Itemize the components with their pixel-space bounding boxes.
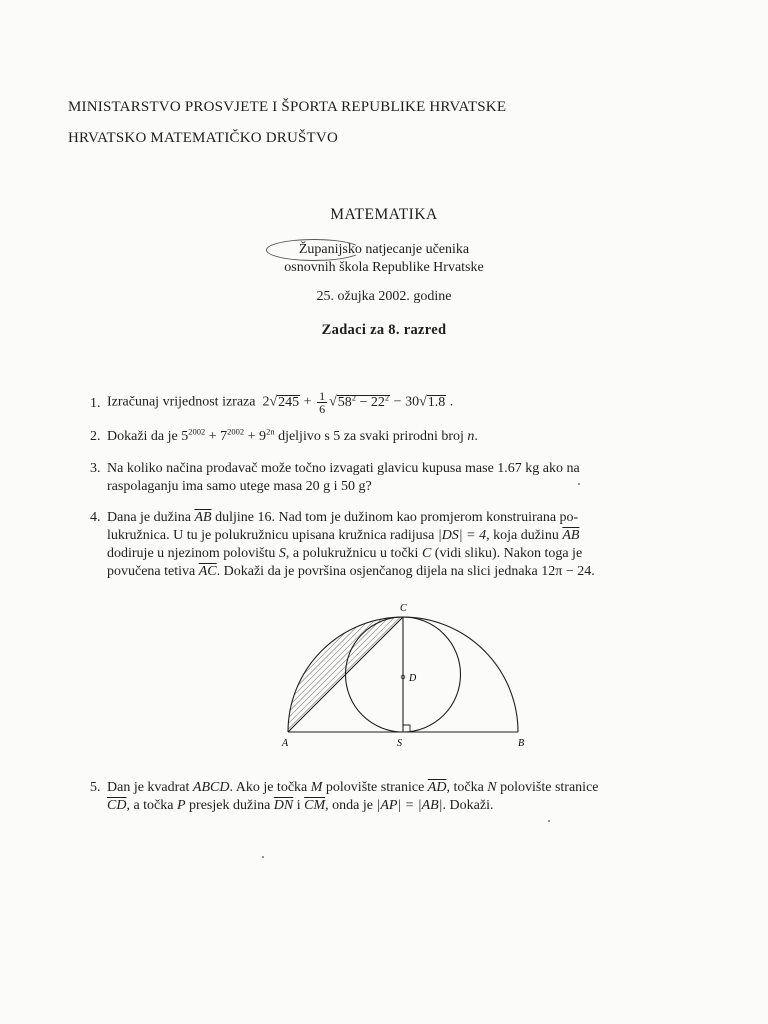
chord-AC: $\overline{AC}$ (198, 564, 217, 579)
expr-end: . (449, 394, 454, 410)
label-C: C (400, 603, 407, 614)
task-body (107, 428, 710, 446)
task-text: Dan je kvadrat (107, 780, 190, 795)
task-body (107, 460, 710, 496)
task-text: presjek dužina (189, 798, 271, 813)
task-text: , točka (446, 780, 484, 795)
point-N: N (487, 780, 497, 795)
scan-speck (262, 856, 264, 858)
task-text: polovište stranice (325, 780, 425, 795)
fraction-numerator: 1 (319, 389, 326, 403)
plus-sign: + (303, 394, 312, 410)
task-2 (90, 428, 710, 446)
label-A: A (282, 738, 289, 749)
task-body (107, 779, 710, 815)
segment-CM: $\overline{CM}$ (304, 798, 326, 813)
task-line-1: Na koliko načina prodavač može točno izvagati glavicu kupusa mase 1.67 kg ako na (107, 461, 580, 476)
task-number: 3. (90, 461, 101, 476)
task-3 (90, 460, 710, 496)
scan-speck (578, 483, 580, 485)
fraction-one-sixth (317, 390, 327, 415)
segment-AB: $\overline{AB}$ (562, 528, 580, 543)
point-C: C (421, 546, 432, 561)
segment-DN: $\overline{DN}$ (273, 798, 294, 813)
label-D: D (409, 673, 417, 684)
fraction-denominator: 6 (319, 402, 326, 416)
society-header: HRVATSKO MATEMATIČKO DRUŠTVO (68, 130, 338, 146)
task-4 (90, 509, 710, 581)
task-text: . Ako je točka (229, 780, 308, 795)
task-5 (90, 779, 710, 815)
side-AD: $\overline{AD}$ (427, 780, 447, 795)
right-angle-mark (403, 725, 410, 732)
expr-coef: 2 (262, 394, 270, 410)
radius-DS: |DS| = 4 (437, 528, 487, 543)
equation-AP-AB: |AP| = |AB| (376, 798, 443, 813)
competition-line-1: Županijsko natjecanje učenika (298, 242, 470, 257)
label-B: B (518, 738, 525, 749)
label-S: S (397, 738, 402, 749)
task-text: povučena tetiva (107, 564, 196, 579)
task-body (107, 509, 710, 581)
sqrt-245: 245 (278, 394, 300, 410)
task-body: Izračunaj vrijednost izraza 2√245 + $\frac{1}{6}$ $√58^2 - 22^2 - 30√1.8$ . (107, 389, 454, 416)
task-text: , a polukružnicu u točki (285, 546, 419, 561)
point-S: S (278, 546, 286, 561)
task-1 (90, 390, 710, 415)
sqrt-1-8: 1.8 (427, 394, 446, 410)
task-text: . Dokaži da je površina osjenčanog dijela na slici jednaka 12π − 24. (216, 564, 595, 579)
exponent-2n: 2n (266, 426, 275, 437)
task-text: Dana je dužina (107, 510, 191, 525)
minus-term: − 30 (393, 394, 420, 410)
task-text: , a točka (126, 798, 174, 813)
task-number: 4. (90, 510, 101, 525)
task-text: dodiruje u njezinom polovištu (107, 546, 276, 561)
task-text: Izračunaj vrijednost izraza (107, 394, 256, 410)
scan-speck (548, 820, 550, 822)
expr-base-9: + 9 (247, 429, 267, 444)
task-text: (vidi sliku). Nakon toga je (434, 546, 583, 561)
sqrt-difference: $58^2 - 22^2$ (337, 392, 390, 410)
base-22: 22 (370, 394, 385, 410)
competition-date: 25. ožujka 2002. godine (316, 289, 452, 304)
task-number: 2. (90, 429, 101, 444)
geometry-figure (270, 600, 540, 760)
task-text: Dokaži da je (107, 429, 178, 444)
task-text: lukružnica. U tu je polukružnicu upisana kružnica radijusa (107, 528, 435, 543)
side-CD: $\overline{CD}$ (107, 798, 127, 813)
expr-base-7: + 7 (208, 429, 228, 444)
task-number: 1. (90, 396, 101, 411)
competition-line-2: osnovnih škola Republike Hrvatske (284, 260, 484, 275)
exponent-2002: 2002 (227, 426, 245, 437)
variable-n: n (467, 429, 475, 444)
task-text: i (296, 798, 301, 813)
task-number: 5. (90, 780, 101, 795)
task-text: duljine 16. Nad tom je dužinom kao promjerom konstruirana po- (215, 510, 579, 525)
task-text: . Dokaži. (442, 798, 494, 813)
expr-base-5: 5 (181, 429, 189, 444)
ministry-header: MINISTARSTVO PROSVJETE I ŠPORTA REPUBLIKE HRVATSKE (68, 99, 507, 115)
square-ABCD: ABCD (192, 780, 230, 795)
task-text: djeljivo s 5 za svaki prirodni broj (278, 429, 464, 444)
exponent-2002: 2002 (188, 426, 206, 437)
point-P: P (176, 798, 186, 813)
task-text: , koja dužinu (486, 528, 559, 543)
task-text: , onda je (325, 798, 373, 813)
task-line-2: raspolaganju ima samo utege masa 20 g i 50 g? (107, 479, 372, 494)
document-title: MATEMATIKA (330, 206, 438, 223)
task-text: polovište stranice (500, 780, 599, 795)
segment-AB: $\overline{AB}$ (194, 510, 212, 525)
grade-heading: Zadaci za 8. razred (321, 322, 447, 338)
point-M: M (310, 780, 323, 795)
task-text-end: . (474, 429, 478, 444)
base-58: 58 (337, 394, 352, 410)
